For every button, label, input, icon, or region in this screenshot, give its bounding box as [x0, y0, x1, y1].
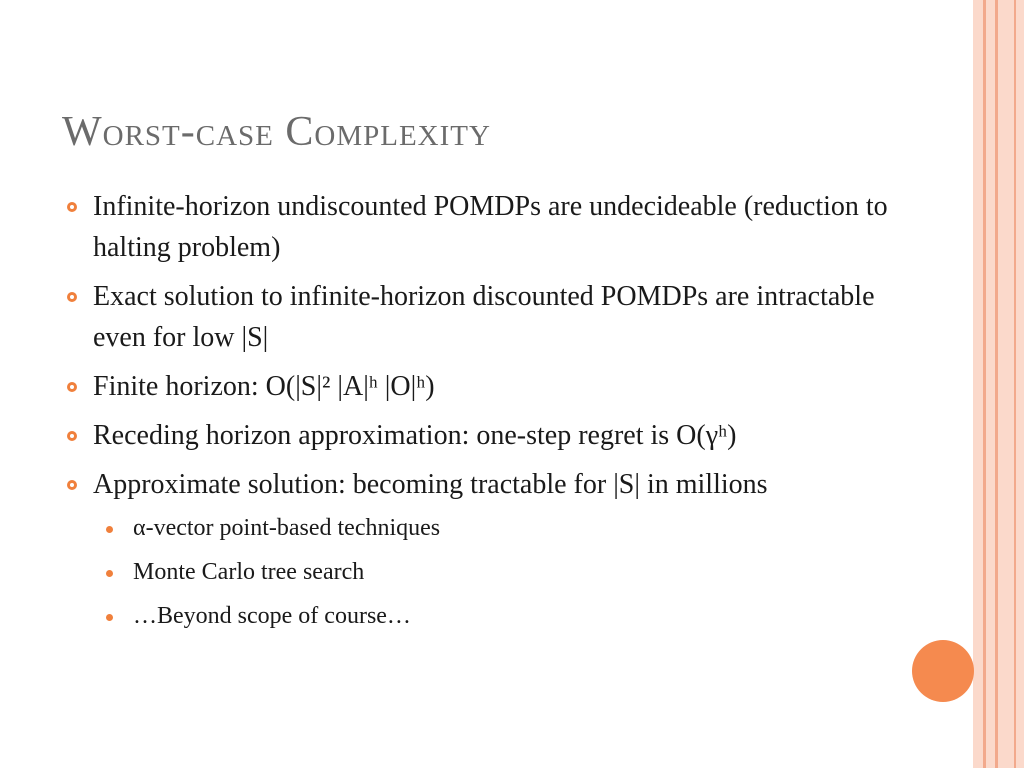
decorative-stripe	[986, 0, 995, 768]
ring-bullet-icon	[67, 292, 77, 302]
sub-bullet-list	[64, 513, 904, 631]
ring-bullet-icon	[67, 431, 77, 441]
bullet-text: Approximate solution: becoming tractable for |S| in millions	[93, 469, 768, 500]
decorative-stripe	[998, 0, 1024, 768]
sub-bullet-item	[64, 557, 904, 587]
sub-bullet-item	[64, 601, 904, 631]
sub-bullet-text: …Beyond scope of course…	[133, 603, 411, 629]
bullet-text: Infinite-horizon undiscounted POMDPs are undecideable (reduction to halting problem)	[93, 191, 888, 263]
decorative-stripe	[973, 0, 983, 768]
bullet-item	[64, 276, 904, 358]
bullet-text: Finite horizon: O(|S|² |A|ʰ |O|ʰ)	[93, 371, 435, 402]
dot-bullet-icon	[106, 526, 113, 533]
decorative-circle-icon	[912, 640, 974, 702]
dot-bullet-icon	[106, 570, 113, 577]
bullet-list	[64, 186, 904, 505]
ring-bullet-icon	[67, 382, 77, 392]
bullet-item	[64, 464, 904, 505]
slide-body	[64, 186, 904, 645]
bullet-item	[64, 366, 904, 407]
slide-title: Worst-case Complexity	[62, 109, 491, 155]
bullet-text: Exact solution to infinite-horizon discounted POMDPs are intractable even for low |S|	[93, 281, 875, 353]
decorative-stripe	[1014, 0, 1016, 768]
sub-bullet-item	[64, 513, 904, 543]
ring-bullet-icon	[67, 202, 77, 212]
dot-bullet-icon	[106, 614, 113, 621]
bullet-item	[64, 415, 904, 456]
sub-bullet-text: α-vector point-based techniques	[133, 515, 441, 541]
bullet-item	[64, 186, 904, 268]
ring-bullet-icon	[67, 480, 77, 490]
bullet-text: Receding horizon approximation: one-step regret is O(γʰ)	[93, 420, 737, 451]
sub-bullet-text: Monte Carlo tree search	[133, 559, 365, 585]
